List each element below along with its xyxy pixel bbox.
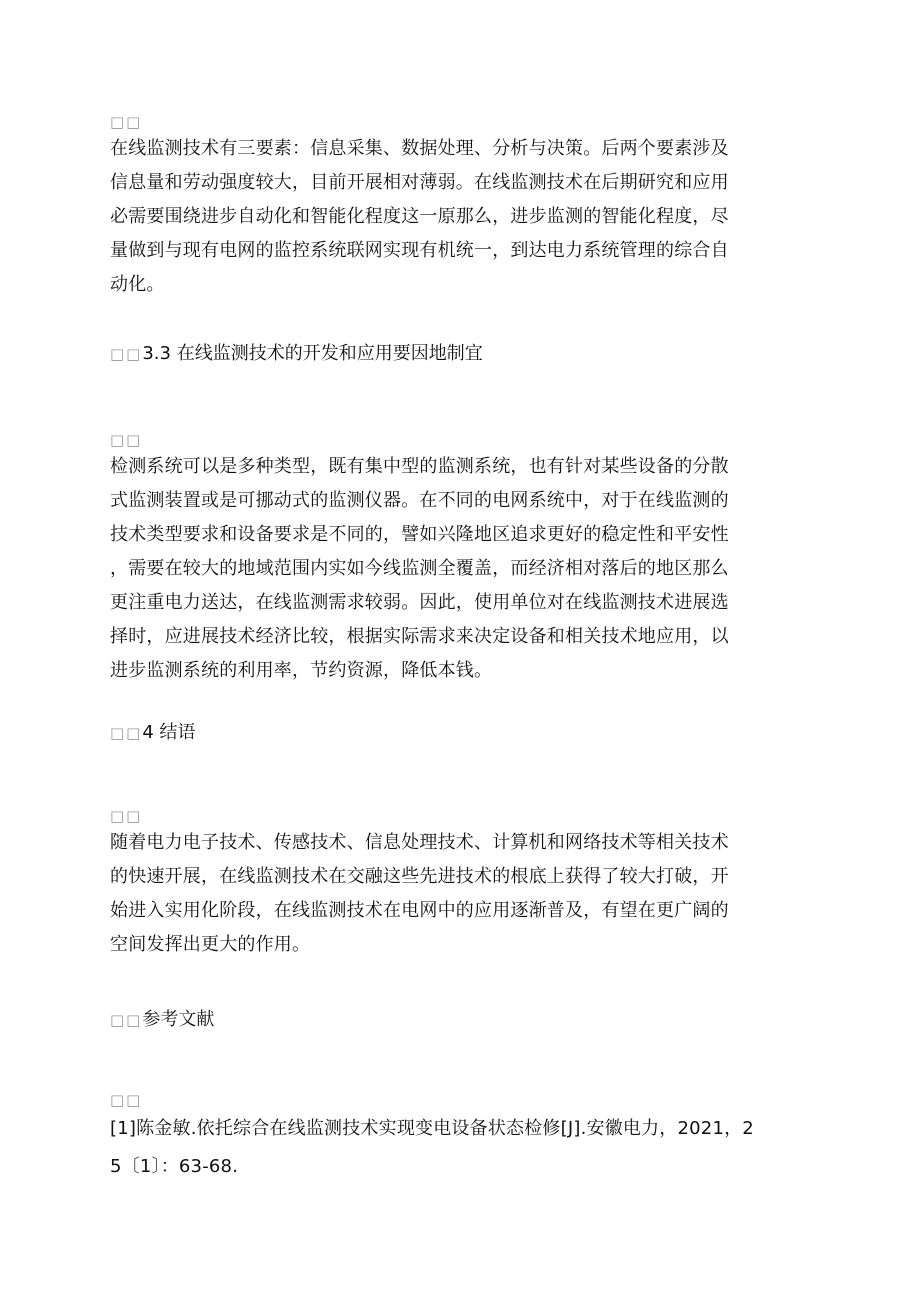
heading-block-3 xyxy=(110,1008,810,1032)
paragraph-1: 在线监测技术有三要素：信息采集、数据处理、分析与决策。后两个要素涉及 信息量和劳动强度较大，目前开展相对薄弱。在线监测技术在后期研究和应用 必需要围绕进步自动化和智能化程度这一原那么，进步监测的智能化程度，尽 量做到与现有电网的监控系统联网实现有机统一，到达电力系统管理的综合自 动化。 xyxy=(110,138,729,295)
reference-item-1: [1]陈金敏.依托综合在线监测技术实现变电设备状态检修[J].安徽电力，2021，2 5〔1〕：63-68. xyxy=(110,1118,754,1177)
section-block-2 xyxy=(110,430,810,688)
section-block-1 xyxy=(110,112,810,302)
reference-block xyxy=(110,1090,810,1186)
section-heading-4 xyxy=(110,721,810,745)
paragraph-marker: □□ xyxy=(110,807,143,825)
heading-block-1 xyxy=(110,342,810,366)
heading-text: 4 结语 xyxy=(142,722,196,743)
heading-marker: □□ xyxy=(110,724,143,742)
section-block-3 xyxy=(110,806,810,962)
paragraph-3: 随着电力电子技术、传感技术、信息处理技术、计算机和网络技术等相关技术 的快速开展，在线监测技术在交融这些先进技术的根底上获得了较大打破，开 始进入实用化阶段，在线监测技术在电网中的应用逐渐普及，有望在更广阔的 空间发挥出更大的作用。 xyxy=(110,832,729,955)
paragraph-2: 检测系统可以是多种类型，既有集中型的监测系统，也有针对某些设备的分散 式监测装置或是可挪动式的监测仪器。在不同的电网系统中，对于在线监测的 技术类型要求和设备要求是不同的，譬如兴隆地区追求更好的稳定性和平安性 ，需要在较大的地域范围内实如今线监测全覆盖，而经济相对落后的地区那么 更注重电力送达，在线监测需求较弱。因此，使用单位对在线监测技术进展选 择时，应进展技术经济比较，根据实际需求来决定设备和相关技术地应用，以 进步监测系统的利用率，节约资源，降低本钱。 xyxy=(110,456,729,681)
references-heading xyxy=(110,1008,810,1032)
heading-block-2 xyxy=(110,721,810,745)
heading-marker: □□ xyxy=(110,1011,143,1029)
paragraph-marker: □□ xyxy=(110,113,143,131)
paragraph-marker: □□ xyxy=(110,1091,143,1109)
paragraph-marker: □□ xyxy=(110,431,143,449)
heading-text: 3.3 在线监测技术的开发和应用要因地制宜 xyxy=(142,343,483,364)
section-heading-3-3 xyxy=(110,342,810,366)
heading-text: 参考文献 xyxy=(142,1009,215,1030)
heading-marker: □□ xyxy=(110,345,143,363)
